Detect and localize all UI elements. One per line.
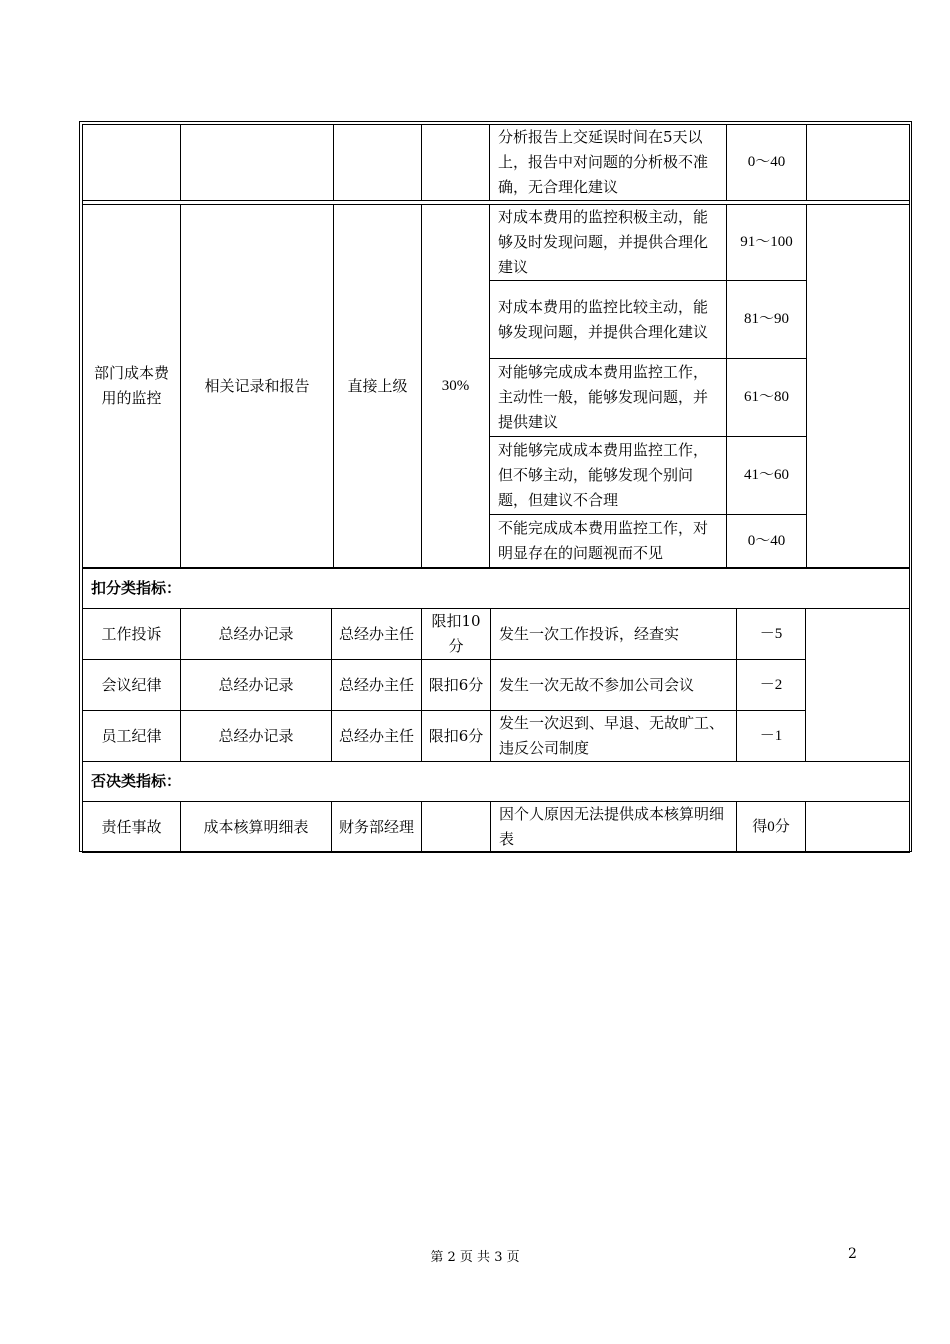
quantitative-table [82, 124, 910, 568]
page-footer-text: 第 2 页 共 3 页 [430, 1250, 520, 1265]
data-source: 总经办记录 [181, 609, 332, 660]
deduction-limit: 限扣6分 [422, 660, 491, 711]
empty-cell [83, 125, 181, 201]
empty-cell [422, 125, 490, 201]
deduction-limit: 限扣10分 [422, 609, 491, 660]
data-source: 相关记录和报告 [181, 205, 334, 568]
level-description: 对成本费用的监控比较主动，能够发现问题，并提供合理化建议 [490, 281, 727, 359]
section-header-row [83, 762, 910, 802]
data-source: 成本核算明细表 [181, 802, 332, 853]
page-number: 2 [848, 1246, 857, 1262]
deduction-score: －1 [737, 711, 806, 762]
deduction-description: 发生一次工作投诉，经查实 [491, 609, 737, 660]
empty-cell [806, 802, 910, 853]
level-description: 对能够完成成本费用监控工作，主动性一般，能够发现问题，并提供建议 [490, 359, 727, 437]
table-row [83, 205, 910, 281]
table-row [83, 125, 910, 201]
table-row [83, 609, 910, 660]
table-row [83, 660, 910, 711]
deduction-score: －5 [737, 609, 806, 660]
empty-cell [181, 125, 334, 201]
empty-cell [807, 205, 910, 568]
level-description: 对成本费用的监控积极主动，能够及时发现问题，并提供合理化建议 [490, 205, 727, 281]
empty-cell [806, 609, 910, 762]
level-score: 41～60 [727, 437, 807, 515]
empty-cell [807, 125, 910, 201]
level-description: 分析报告上交延误时间在5天以上，报告中对问题的分析极不准确，无合理化建议 [490, 125, 727, 201]
table-row [83, 711, 910, 762]
indicator-name: 部门成本费用的监控 [83, 205, 181, 568]
veto-description: 因个人原因无法提供成本核算明细表 [491, 802, 737, 853]
deduction-veto-table [82, 568, 910, 853]
section-header-row [83, 569, 910, 609]
indicator-name: 工作投诉 [83, 609, 181, 660]
indicator-name: 会议纪律 [83, 660, 181, 711]
evaluator: 总经办主任 [332, 660, 422, 711]
deduction-description: 发生一次迟到、早退、无故旷工、违反公司制度 [491, 711, 737, 762]
evaluator: 直接上级 [334, 205, 422, 568]
deduction-limit [422, 802, 491, 853]
weight: 30% [422, 205, 490, 568]
level-description: 对能够完成成本费用监控工作，但不够主动，能够发现个别问题，但建议不合理 [490, 437, 727, 515]
evaluation-table-wrapper [82, 124, 909, 853]
table-row [83, 802, 910, 853]
evaluator: 总经办主任 [332, 711, 422, 762]
level-score: 81～90 [727, 281, 807, 359]
data-source: 总经办记录 [181, 660, 332, 711]
evaluator: 财务部经理 [332, 802, 422, 853]
level-score: 0～40 [727, 515, 807, 568]
deduction-score: －2 [737, 660, 806, 711]
empty-cell [334, 125, 422, 201]
level-description: 不能完成成本费用监控工作，对明显存在的问题视而不见 [490, 515, 727, 568]
level-score: 0～40 [727, 125, 807, 201]
veto-score: 得0分 [737, 802, 806, 853]
evaluator: 总经办主任 [332, 609, 422, 660]
deduction-section-header: 扣分类指标： [83, 569, 910, 609]
veto-section-header: 否决类指标： [83, 762, 910, 802]
indicator-name: 员工纪律 [83, 711, 181, 762]
data-source: 总经办记录 [181, 711, 332, 762]
indicator-name: 责任事故 [83, 802, 181, 853]
level-score: 61～80 [727, 359, 807, 437]
level-score: 91～100 [727, 205, 807, 281]
deduction-limit: 限扣6分 [422, 711, 491, 762]
deduction-description: 发生一次无故不参加公司会议 [491, 660, 737, 711]
